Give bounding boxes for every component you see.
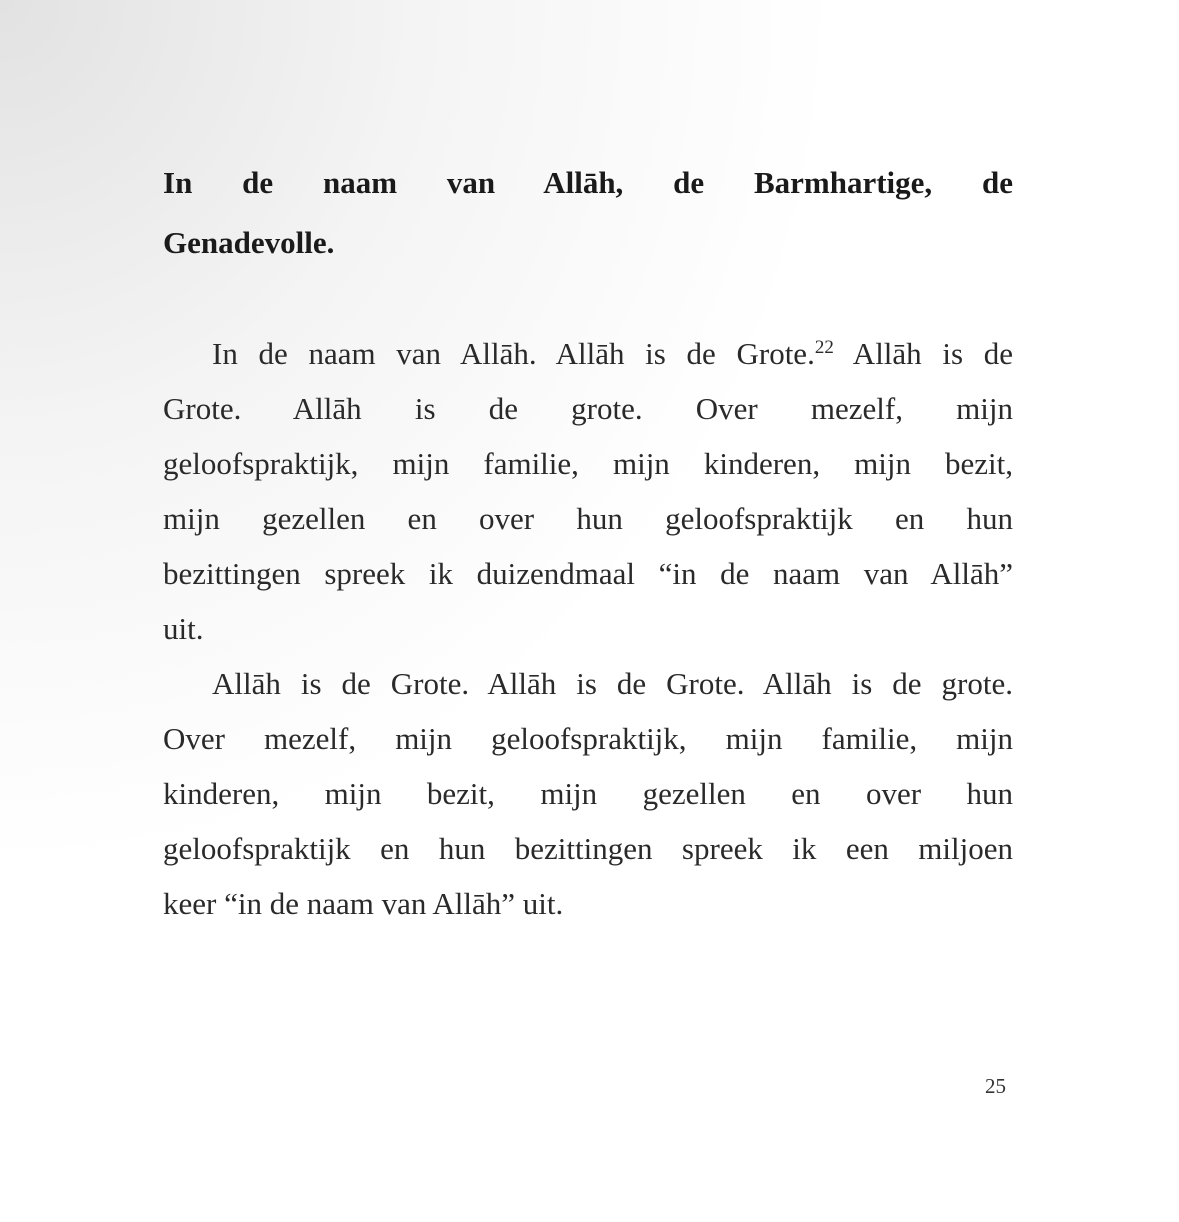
paragraph-1-line-4: mijn gezellen en over hun geloofspraktijk en hun	[163, 501, 1013, 536]
paragraph-1-line-2: Grote. Allāh is de grote. Over mezelf, mijn	[163, 391, 1013, 426]
paragraph-1-text: In de naam van Allāh. Allāh is de Grote.	[212, 336, 815, 371]
paragraph-1-line-6: uit.	[163, 611, 204, 646]
paragraph-1-line-3: geloofspraktijk, mijn familie, mijn kinderen, mijn bezit,	[163, 446, 1013, 481]
page-number: 25	[985, 1074, 1006, 1098]
paragraph-1-line-5: bezittingen spreek ik duizendmaal “in de naam van Allāh”	[163, 556, 1013, 591]
heading-line-1: In de naam van Allāh, de Barmhartige, de	[163, 165, 1013, 200]
paragraph-2-line-3: kinderen, mijn bezit, mijn gezellen en over hun	[163, 776, 1013, 811]
paragraph-1-text-continued: Allāh is de	[833, 336, 1013, 371]
footnote-reference[interactable]: 22	[814, 337, 834, 358]
paragraph-1-line-1	[212, 336, 1013, 372]
paragraph-2-line-2: Over mezelf, mijn geloofspraktijk, mijn familie, mijn	[163, 721, 1013, 756]
paragraph-2-line-5: keer “in de naam van Allāh” uit.	[163, 886, 564, 921]
paragraph-2-line-1: Allāh is de Grote. Allāh is de Grote. Allāh is de grote.	[212, 666, 1013, 701]
paragraph-2-line-4: geloofspraktijk en hun bezittingen spreek ik een miljoen	[163, 831, 1013, 866]
heading-line-2: Genadevolle.	[163, 225, 335, 260]
